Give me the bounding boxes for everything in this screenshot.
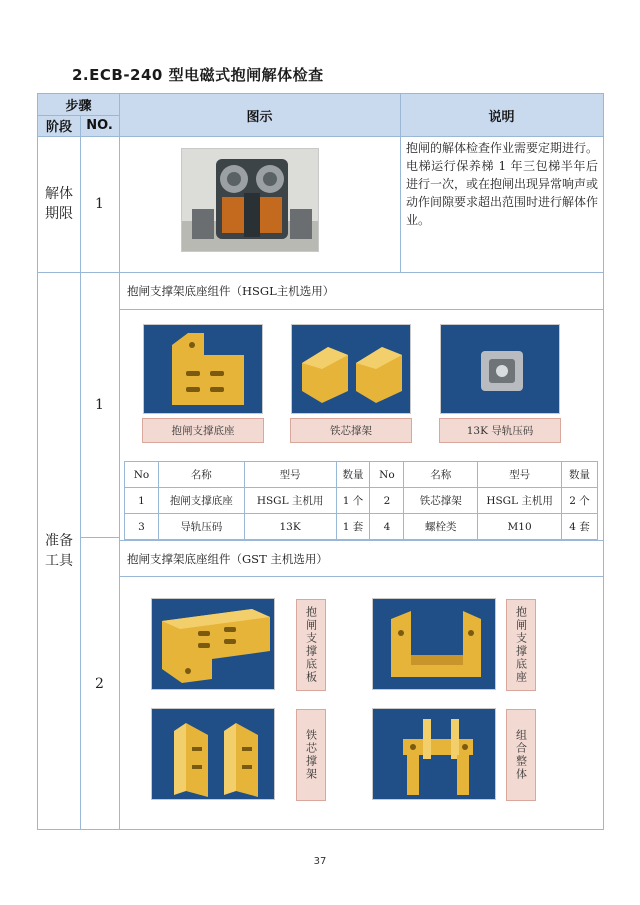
header-explanation: 说明: [488, 109, 515, 125]
table-cell: 1 套: [336, 514, 370, 540]
table-cell: 抱闸支撑底座: [158, 488, 244, 514]
table-cell: 13K: [244, 514, 336, 540]
brake-support-base-gst-photo: [372, 598, 496, 690]
caption-core-support-gst: 铁芯撑架: [296, 709, 326, 801]
step1-no: 1: [95, 396, 104, 413]
caption-brake-support-base-gst: 抱闸支撑底座: [506, 599, 536, 691]
col-no: No: [125, 462, 159, 488]
table-cell: 1: [125, 488, 159, 514]
prep-stage: 准备工具: [45, 533, 73, 569]
core-support-gst-photo: [151, 708, 275, 800]
table-cell: 2 个: [562, 488, 598, 514]
step2-subtitle: 抱闸支撑架底座组件（GST 主机选用）: [127, 551, 328, 566]
table-cell: 4 套: [562, 514, 598, 540]
col-model: 型号: [478, 462, 562, 488]
header-figure: 图示: [246, 109, 273, 125]
table-cell: 2: [370, 488, 404, 514]
row1-description: 抱闸的解体检查作业需要定期进行。电梯运行保养梯 1 年三包梯半年后进行一次，或在抱闸出现异常响声或动作间隙要求超出范围时进行解体作业。: [406, 141, 599, 227]
col-name: 名称: [404, 462, 478, 488]
table-cell: 4: [370, 514, 404, 540]
table-cell: 1 个: [336, 488, 370, 514]
page-number: 37: [313, 856, 327, 867]
parts-table: [124, 461, 598, 540]
caption-combined-assembly: 组合整体: [506, 709, 536, 801]
brake-support-base-photo: [143, 324, 263, 414]
caption-brake-support-plate: 抱闸支撑底板: [296, 599, 326, 691]
table-row: [125, 514, 598, 540]
header-stage: 阶段: [45, 120, 72, 135]
table-cell: 螺栓类: [404, 514, 478, 540]
section-title: 2.ECB-240 型电磁式抱闸解体检查: [72, 66, 324, 84]
combined-assembly-photo: [372, 708, 496, 800]
table-cell: M10: [478, 514, 562, 540]
col-qty: 数量: [336, 462, 370, 488]
step2-no: 2: [95, 675, 104, 692]
table-cell: HSGL 主机用: [478, 488, 562, 514]
core-support-photo: [291, 324, 411, 414]
caption-core-support: 铁芯撑架: [290, 418, 412, 443]
caption-rail-clamp: 13K 导轨压码: [439, 418, 561, 443]
row1-stage: 解体期限: [45, 186, 73, 222]
brake-support-plate-photo: [151, 598, 275, 690]
brake-assembly-photo: [181, 148, 319, 252]
col-no: No: [370, 462, 404, 488]
col-qty: 数量: [562, 462, 598, 488]
table-cell: 铁芯撑架: [404, 488, 478, 514]
rail-clamp-photo: [440, 324, 560, 414]
col-model: 型号: [244, 462, 336, 488]
table-row: [125, 488, 598, 514]
caption-brake-support-base: 抱闸支撑底座: [142, 418, 264, 443]
table-cell: 导轨压码: [158, 514, 244, 540]
table-cell: 3: [125, 514, 159, 540]
step1-subtitle: 抱闸支撑架底座组件（HSGL主机选用）: [127, 284, 335, 298]
header-steps: 步骤: [65, 99, 92, 114]
parts-table-header: [125, 462, 598, 488]
table-cell: HSGL 主机用: [244, 488, 336, 514]
col-name: 名称: [158, 462, 244, 488]
header-no: NO.: [86, 118, 113, 133]
row1-no: 1: [95, 196, 104, 212]
